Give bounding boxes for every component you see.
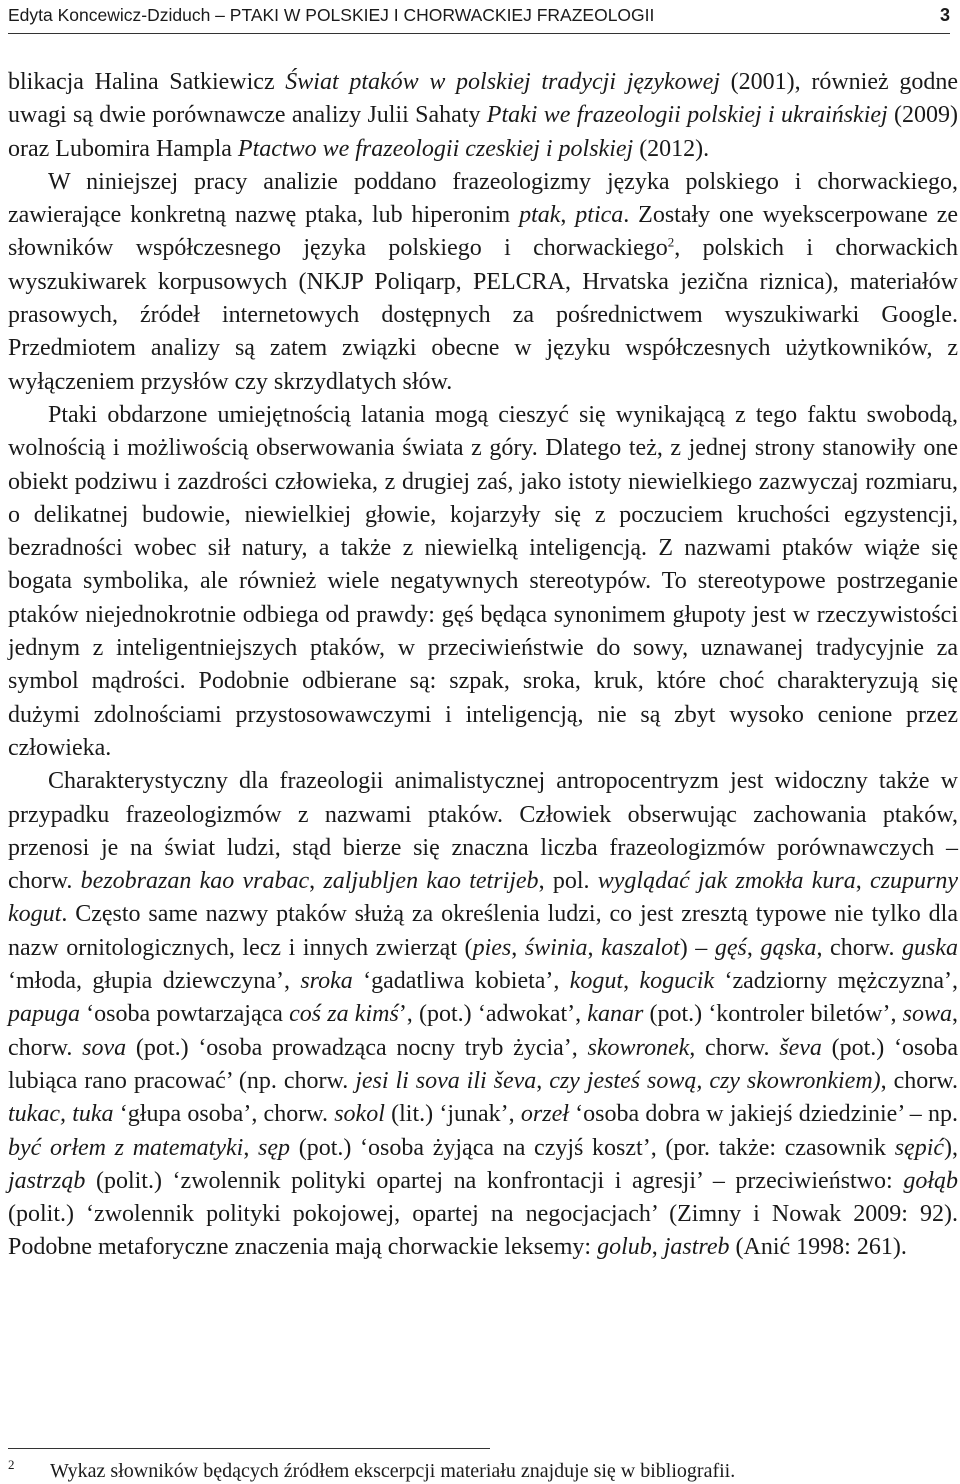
paragraph-1: blikacja Halina Satkiewicz Świat ptaków w polskiej tradycji językowej (2001), również godne uwagi są dwie porównawcze analizy Julii Sahaty Ptaki we frazeologii polskiej i ukraińskiej (2009) oraz Lubomira Hampla Ptactwo we frazeologii czeskiej i polskiej (2012). <box>8 69 958 162</box>
paragraph-2: W niniejszej pracy analizie poddano frazeologizmy języka polskiego i chorwackiego, zawierające konkretną nazwę ptaka, lub hiperonim ptak, ptica. Zostały one wyekscerpowane ze słowników współczesnego języka polskiego i chorwackiego$^2$, polskich i chorwackich wyszukiwarek korpusowych (NKJP Poliqarp, PELCRA, Hrvatska jezična riznica), materiałów prasowych, źródeł internetowych dostępnych za pośrednictwem wyszukiwarki Google. Przedmiotem analizy są zatem związki obecne w języku współczesnych użytkowników, z wyłączeniem przysłów czy skrzydlatych słów. <box>8 168 959 395</box>
footnote-number: 2 <box>8 1457 15 1472</box>
paragraph-3: Ptaki obdarzone umiejętnością latania mogą cieszyć się wynikającą z tego faktu swobodą, wolnością i możliwością obserwowania świata z góry. Dlatego też, z jednej strony stanowiły one obiekt podziwu i zazdrości człowieka, z drugiej zaś, jako istoty niewielkiego zazwyczaj rozmiaru, o delikatnej budowie, niewielkiej głowie, kojarzyły się z poczuciem kruchości egzystencji, bezradności wobec sił natury, a także z niewielką inteligencją. Z nazwami ptaków wiąże się bogata symbolika, ale również wiele negatywnych stereotypów. To stereotypowe postrzeganie ptaków niejednokrotnie odbiega od prawdy: gęś będąca synonimem głupoty jest w rzeczywistości jednym z inteligentniejszych ptaków, w przeciwieństwie do sowy, uznawanej tradycyjnie za symbol mądrości. Podobnie odbierane są: szpak, sroka, kruk, które choć charakteryzują się dużymi zdolnościami przystosowawczymi i inteligencją, nie są zbyt wysoko cenione przez człowieka. <box>8 401 958 761</box>
page-number: 3 <box>939 4 950 25</box>
body-text <box>8 66 958 1265</box>
footnote-text: Wykaz słowników będących źródłem ekscerpcji materiału znajduje się w bibliografii. <box>50 1459 736 1482</box>
running-header <box>8 2 950 28</box>
running-title: Edyta Koncewicz-Dziduch – PTAKI W POLSKIEJ I CHORWACKIEJ FRAZEOLOGII <box>8 4 655 25</box>
footnote-rule <box>8 1448 490 1449</box>
footnote-reference[interactable]: 2 <box>667 235 675 251</box>
header-rule <box>8 33 950 34</box>
paragraph-4: Charakterystyczny dla frazeologii animalistycznej antropocentryzm jest widoczny także w przypadku frazeologizmów z nazwami ptaków. Człowiek obserwując zachowania ptaków, przenosi je na świat ludzi, stąd bierze się znaczna liczba frazeologizmów porównawczych – chorw. bezobrazan kao vrabac, zaljubljen kao tetrijeb, pol. wyglądać jak zmokła kura, czupurny kogut. Często same nazwy ptaków służą za określenia ludzi, co jest zresztą typowe nie tylko dla nazw ornitologicznych, lecz i innych zwierząt (pies, świnia, kaszalot) – gęś, gąska, chorw. guska ‘młoda, głupia dziewczyna’, sroka ‘gadatliwa kobieta’, kogut, kogucik ‘zadziorny mężczyzna’, papuga ‘osoba powtarzająca coś za kimś’, (pot.) ‘adwokat’, kanar (pot.) ‘kontroler biletów’, sowa, chorw. sova (pot.) ‘osoba prowadząca nocny tryb życia’, skowronek, chorw. ševa (pot.) ‘osoba lubiąca rano pracować’ (np. chorw. jesi li sova ili ševa, czy jesteś sową, czy skowronkiem), chorw. tukac, tuka ‘głupa osoba’, chorw. sokol (lit.) ‘junak’, orzeł ‘osoba dobra w jakiejś dziedzinie’ – np. być orłem z matematyki, sęp (pot.) ‘osoba żyjąca na czyjś koszt’, (por. także: czasownik sępić), jastrząb (polit.) ‘zwolennik polityki opartej na konfrontacji i agresji’ – przeciwieństwo: gołąb (polit.) ‘zwolennik polityki pokojowej, opartej na negocjacjach’ (Zimny i Nowak 2009: 92). Podobne metaforyczne znaczenia mają chorwackie leksemy: golub, jastreb (Anić 1998: 261). <box>8 768 959 1261</box>
footnote <box>8 1452 958 1484</box>
